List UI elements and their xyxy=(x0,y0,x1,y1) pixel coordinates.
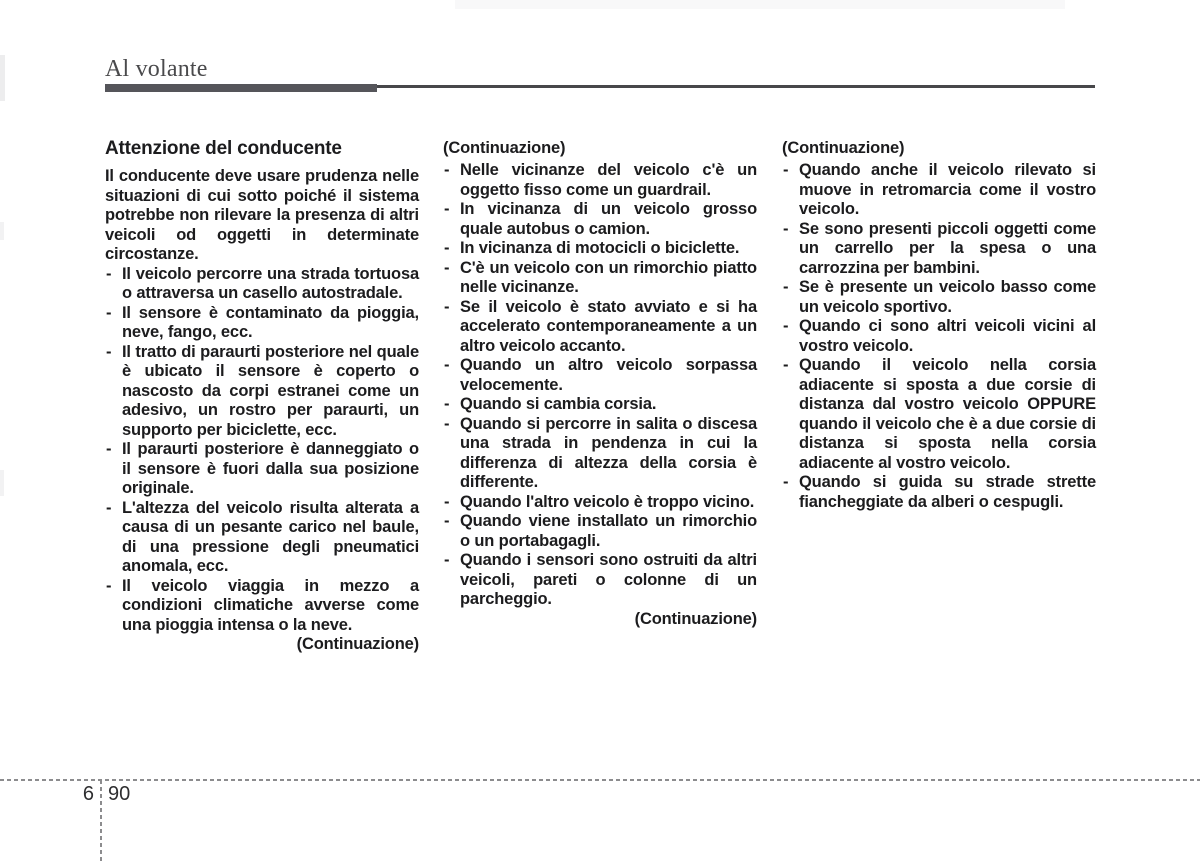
column-heading: Attenzione del conducente xyxy=(105,138,342,159)
scan-artifact-left xyxy=(0,222,4,240)
continuation-marker: (Continuazione) xyxy=(634,609,757,628)
list-item: - L'altezza del veicolo risulta alterata a causa di un pesante carico nel baule, di una pressione degli pneumatici anomala, ecc. xyxy=(105,499,419,577)
header-rule-thin xyxy=(377,85,1095,88)
list-item: - Se il veicolo è stato avviato e si ha accelerato contemporaneamente a un altro veicolo accanto. xyxy=(443,298,757,357)
list-item: - Quando l'altro veicolo è troppo vicino. xyxy=(443,493,757,513)
list-item: - C'è un veicolo con un rimorchio piatto nelle vicinanze. xyxy=(443,259,757,298)
header-rule-thick xyxy=(105,84,377,92)
list-item: - Quando i sensori sono ostruiti da altri veicoli, pareti o colonne di un parcheggio. xyxy=(443,551,757,610)
scan-artifact-left xyxy=(0,55,5,101)
list-item: - Quando ci sono altri veicoli vicini al vostro veicolo. xyxy=(782,317,1096,356)
list-item: - Nelle vicinanze del veicolo c'è un oggetto fisso come un guardrail. xyxy=(443,161,757,200)
scan-artifact-top xyxy=(455,0,1065,9)
scan-artifact-left xyxy=(0,470,4,496)
list-item: - Se è presente un veicolo basso come un veicolo sportivo. xyxy=(782,278,1096,317)
text-column-3 xyxy=(782,137,1096,512)
intro-paragraph: Il conducente deve usare prudenza nelle situazioni di cui sotto poiché il sistema potrebbe non rilevare la presenza di altri veicoli od oggetti in determinate circostanze. xyxy=(105,167,419,263)
list-item: - Se sono presenti piccoli oggetti come un carrello per la spesa o una carrozzina per bambini. xyxy=(782,220,1096,279)
list-item: - Quando si percorre in salita o discesa una strada in pendenza in cui la differenza di altezza della corsia è differente. xyxy=(443,415,757,493)
footer-dashed-rule xyxy=(0,779,1200,781)
section-header-title: Al volante xyxy=(105,56,208,82)
continuation-marker: (Continuazione) xyxy=(296,635,419,653)
page-number-chapter: 6 xyxy=(82,783,94,805)
list-item: - Quando viene installato un rimorchio o un portabagagli. xyxy=(443,512,757,551)
text-column-2 xyxy=(443,137,757,629)
list-item: - Il sensore è contaminato da pioggia, neve, fango, ecc. xyxy=(105,304,419,343)
bullet-list xyxy=(782,161,1096,512)
list-item: - Quando il veicolo nella corsia adiacente si sposta a due corsie di distanza dal vostro veicolo OPPURE quando il veicolo che è a due corsie di distanza si sposta nella corsia adiacente al vostro veicolo. xyxy=(782,356,1096,473)
list-item: - Il veicolo viaggia in mezzo a condizioni climatiche avverse come una pioggia intensa o la neve. xyxy=(105,577,419,636)
list-item: - Il paraurti posteriore è danneggiato o il sensore è fuori dalla sua posizione originale. xyxy=(105,440,419,499)
text-column-1 xyxy=(105,137,419,655)
list-item: - Quando anche il veicolo rilevato si muove in retromarcia come il vostro veicolo. xyxy=(782,161,1096,220)
list-item: - Quando un altro veicolo sorpassa velocemente. xyxy=(443,356,757,395)
list-item: - Quando si guida su strade strette fiancheggiate da alberi o cespugli. xyxy=(782,473,1096,512)
list-item: - Il veicolo percorre una strada tortuosa o attraversa un casello autostradale. xyxy=(105,265,419,304)
list-item: - In vicinanza di un veicolo grosso quale autobus o camion. xyxy=(443,200,757,239)
bullet-list xyxy=(443,161,757,610)
footer-dashed-divider xyxy=(100,780,102,861)
page-number-page: 90 xyxy=(108,783,131,805)
continuation-heading: (Continuazione) xyxy=(443,139,566,157)
list-item: - Il tratto di paraurti posteriore nel quale è ubicato il sensore è coperto o nascosto da corpi estranei come un adesivo, un rostro per paraurti, un supporto per biciclette, ecc. xyxy=(105,343,419,441)
bullet-list xyxy=(105,265,419,636)
list-item: - Quando si cambia corsia. xyxy=(443,395,757,415)
list-item: - In vicinanza di motocicli o biciclette. xyxy=(443,239,757,259)
continuation-heading: (Continuazione) xyxy=(782,139,905,157)
